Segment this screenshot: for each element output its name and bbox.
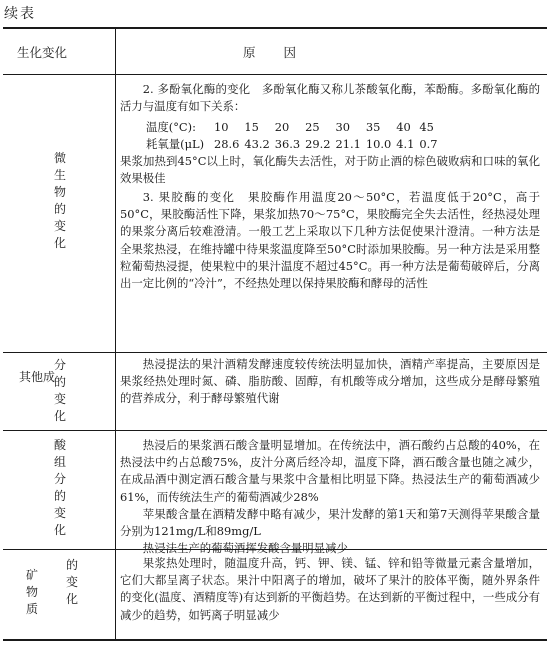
temperature-value: 45	[419, 119, 434, 134]
temperature-label: 温度(°C):	[146, 119, 196, 134]
row-label-mineral-a: 矿物质	[25, 568, 38, 616]
oxygen-consumption-value: 29.2	[305, 136, 331, 151]
oxygen-consumption-row	[146, 135, 443, 152]
row-label-other-b: 分的变化	[53, 358, 66, 423]
oxygen-consumption-value: 28.6	[214, 136, 240, 151]
row-label-microbial: 微生物的变化	[53, 151, 66, 250]
row3-para-malic: 苹果酸含量在酒精发酵中略有减少，果汁发酵的第1天和第7天测得苹果酸含量分别为121mg/L和89mg/L	[120, 507, 540, 539]
row1-para-heating: 果浆加热到45°C以上时，氧化酶失去活性，对于防止酒的棕色破败病和口味的氧化效果极佳	[120, 154, 540, 186]
rule-row2	[3, 430, 547, 431]
rule-row1	[3, 352, 547, 353]
row1-para-pectinase: 3. 果胶酶的变化 果胶酶作用温度20～50°C，若温度低于20°C，高于50°C，果胶酶活性下降，果浆加热70～75°C，果胶酶完全失去活性，经热浸处理的果浆分离后较难澄清。一般工艺上采取以下几种方法促使果汁澄清。一种方法是全果浆热浸，在维持罐中待果浆温度降至50°C时添加果胶酶。另一种方法是采用整粒葡萄热浸提，使果粒中的果汁温度不超过45°C。再一种方法是葡萄破碎后，分离出一定比例的“冷汁”，不经热处理以保持果胶酶和酵母的活性	[120, 190, 540, 291]
data-table	[3, 27, 547, 641]
oxygen-consumption-label: 耗氧量(μL)	[146, 136, 205, 151]
oxygen-consumption-value: 4.1	[396, 136, 415, 151]
row-label-other-a: 其他成	[19, 370, 56, 384]
temperature-value: 10	[214, 119, 229, 134]
oxygen-consumption-value: 10.0	[365, 136, 392, 151]
oxygen-consumption-value: 36.3	[274, 136, 301, 151]
row3-para-volatile: 热浸法生产的葡萄酒挥发酸含量明显减少	[142, 541, 348, 555]
temperature-value: 20	[274, 119, 290, 134]
column-divider	[115, 27, 116, 641]
oxygen-consumption-value: 21.1	[335, 136, 361, 151]
rule-bottom	[3, 639, 547, 641]
header-reason: 原 因	[243, 45, 298, 60]
row4-para-minerals: 果浆热处理时，随温度升高，钙、钾、镁、锰、锌和铅等微量元素含量增加，它们大都呈离子状态。果汁中阳离子的增加，破坏了果汁的胶体平衡，随外界条件的变化(温度、酒精度等)有达到新的平衡趋势。在达到新的平衡过程中，一些成分有减少的趋势，如钙离子明显减少	[120, 556, 540, 622]
enzyme-temperature-table	[146, 118, 443, 152]
row-label-mineral-b: 的变化	[65, 558, 78, 606]
rule-top	[3, 27, 547, 29]
row2-para-fermentation: 热浸提法的果汁酒精发酵速度较传统法明显加快，酒精产率提高，主要原因是果浆经热处理时氮、磷、脂肪酸、固醇，有机酸等成分增加，这些成分是酵母繁殖的营养成分，利于酵母繁殖代谢	[120, 357, 540, 406]
table-caption: 续表	[4, 6, 36, 22]
row-label-acid: 酸组分的变化	[53, 438, 66, 537]
oxygen-consumption-value: 0.7	[419, 136, 438, 151]
rule-header	[3, 74, 547, 75]
temperature-row	[146, 118, 443, 135]
row1-para-polyphenol: 2. 多酚氧化酶的变化 多酚氧化酶又称儿茶酸氧化酶，苯酚酶。多酚氧化酶的活力与温度有如下关系：	[120, 82, 540, 114]
temperature-value: 40	[396, 119, 411, 134]
temperature-value: 30	[335, 119, 351, 134]
row3-para-tartaric: 热浸后的果浆酒石酸含量明显增加。在传统法中，酒石酸约占总酸的40%，在热浸法中约占总酸75%，皮汁分离后经冷却，温度下降，酒石酸含量也随之减少，在成品酒中测定酒石酸含量与果浆中含量相比明显下降。热浸法生产的葡萄酒减少61%，而传统法生产的葡萄酒减少28%	[120, 438, 540, 504]
temperature-value: 15	[244, 119, 259, 134]
temperature-value: 35	[365, 119, 381, 134]
header-category: 生化变化	[17, 45, 68, 60]
oxygen-consumption-value: 43.2	[244, 136, 270, 151]
temperature-value: 25	[305, 119, 320, 134]
